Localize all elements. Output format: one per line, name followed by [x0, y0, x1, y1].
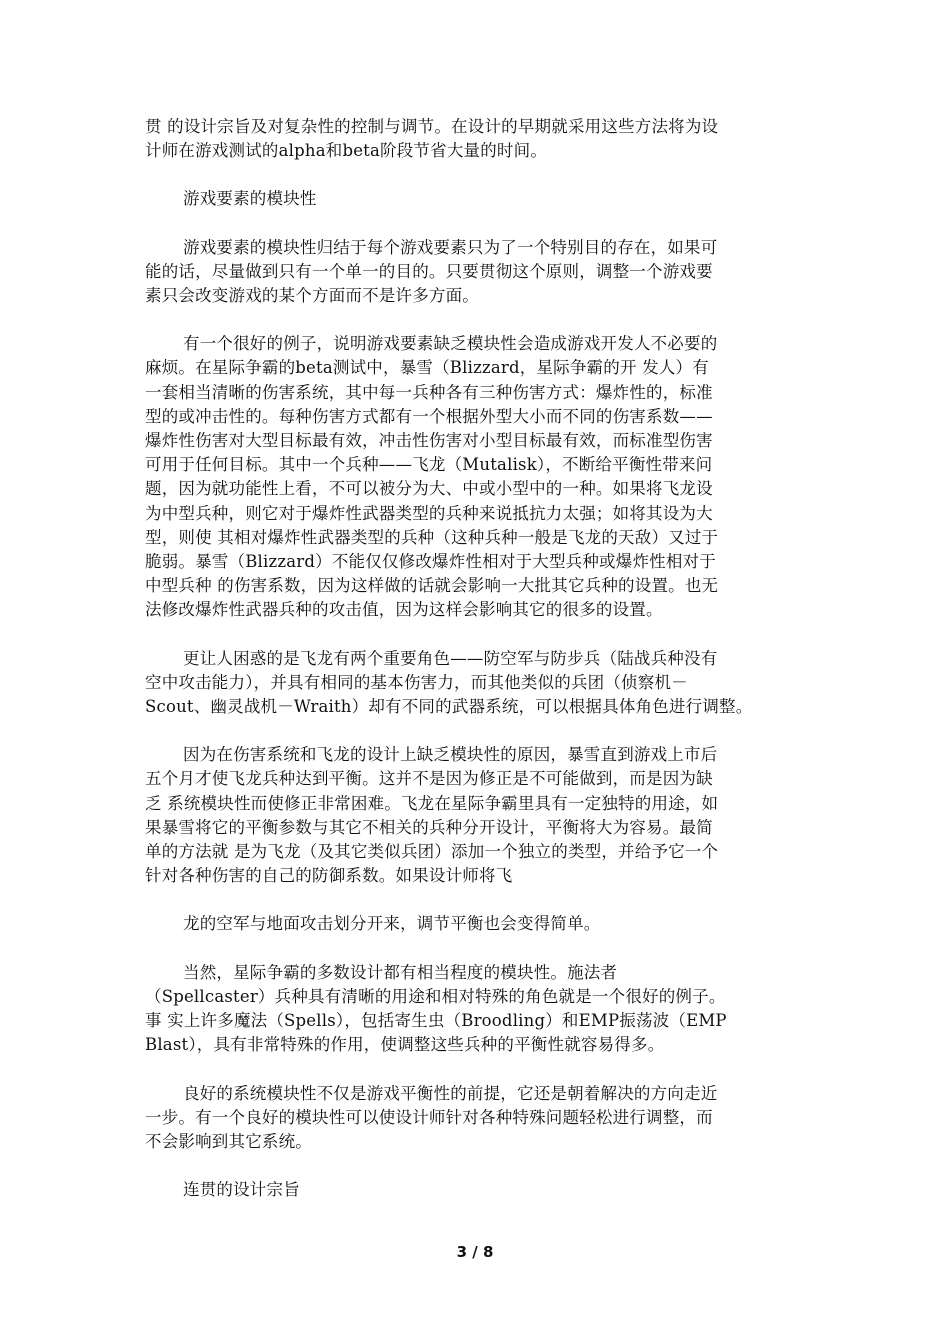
- text-line: 游戏要素的模块性: [183, 189, 317, 209]
- text-line: 不会影响到其它系统。: [145, 1131, 312, 1151]
- paragraph: [145, 1082, 825, 1155]
- paragraph: [145, 912, 825, 936]
- text-line: Blast），具有非常特殊的作用，使调整这些兵种的平衡性就容易得多。: [145, 1035, 665, 1055]
- text-line: 果暴雪将它的平衡参数与其它不相关的兵种分开设计，平衡将大为容易。最简: [145, 817, 713, 837]
- text-line: 题，因为就功能性上看，不可以被分为大、中或小型中的一种。如果将飞龙设: [145, 479, 713, 499]
- text-line: 更让人困惑的是飞龙有两个重要角色——防空军与防步兵（陆战兵种没有: [183, 648, 718, 668]
- paragraph: [145, 332, 825, 622]
- text-line: 五个月才使飞龙兵种达到平衡。这并不是因为修正是不可能做到，而是因为缺: [145, 769, 713, 789]
- text-line: 单的方法就 是为飞龙（及其它类似兵团）添加一个独立的类型，并给予它一个: [145, 842, 719, 862]
- paragraph: [145, 115, 825, 163]
- text-line: 贯 的设计宗旨及对复杂性的控制与调节。在设计的早期就采用这些方法将为设: [145, 117, 719, 136]
- section-heading: [145, 1178, 825, 1202]
- paragraph: [145, 961, 825, 1058]
- text-line: 事 实上许多魔法（Spells），包括寄生虫（Broodling）和EMP振荡波（EMP: [145, 1011, 727, 1031]
- text-line: 针对各种伤害的自己的防御系数。如果设计师将飞: [145, 866, 513, 886]
- text-line: Scout、幽灵战机－Wraith）却有不同的武器系统，可以根据具体角色进行调整。: [145, 697, 753, 717]
- document-body: [145, 115, 825, 1226]
- text-line: 型，则使 其相对爆炸性武器类型的兵种（这种兵种一般是飞龙的天敌）又过于: [145, 527, 719, 547]
- text-line: 脆弱。暴雪（Blizzard）不能仅仅修改爆炸性相对于大型兵种或爆炸性相对于: [145, 552, 716, 572]
- text-line: 法修改爆炸性武器兵种的攻击值，因为这样会影响其它的很多的设置。: [145, 600, 663, 620]
- text-line: 一步。有一个良好的模块性可以使设计师针对各种特殊问题轻松进行调整，而: [145, 1107, 713, 1127]
- text-line: 型的或冲击性的。每种伤害方式都有一个根据外型大小而不同的伤害系数——: [145, 406, 713, 426]
- text-line: 因为在伤害系统和飞龙的设计上缺乏模块性的原因，暴雪直到游戏上市后: [183, 745, 718, 765]
- text-line: 计师在游戏测试的alpha和beta阶段节省大量的时间。: [145, 141, 548, 161]
- section-heading: [145, 187, 825, 211]
- text-line: （Spellcaster）兵种具有清晰的用途和相对特殊的角色就是一个很好的例子。: [145, 986, 726, 1006]
- page-number: 3 / 8: [456, 1243, 494, 1261]
- text-line: 素只会改变游戏的某个方面而不是许多方面。: [145, 286, 479, 306]
- paragraph: [145, 647, 825, 720]
- text-line: 可用于任何目标。其中一个兵种——飞龙（Mutalisk），不断给平衡性带来问: [145, 455, 713, 475]
- text-line: 游戏要素的模块性归结于每个游戏要素只为了一个特别目的存在，如果可: [183, 237, 718, 257]
- text-line: 一套相当清晰的伤害系统，其中每一兵种各有三种伤害方式：爆炸性的，标准: [145, 382, 713, 402]
- text-line: 连贯的设计宗旨: [183, 1180, 300, 1200]
- paragraph: [145, 743, 825, 888]
- text-line: 麻烦。在星际争霸的beta测试中，暴雪（Blizzard，星际争霸的开 发人）有: [145, 358, 709, 378]
- text-line: 乏 系统模块性而使修正非常困难。飞龙在星际争霸里具有一定独特的用途，如: [145, 793, 719, 813]
- text-line: 能的话，尽量做到只有一个单一的目的。只要贯彻这个原则，调整一个游戏要: [145, 261, 713, 281]
- text-line: 有一个很好的例子，说明游戏要素缺乏模块性会造成游戏开发人不必要的: [183, 334, 718, 354]
- text-line: 当然，星际争霸的多数设计都有相当程度的模块性。施法者: [183, 962, 618, 982]
- text-line: 中型兵种 的伤害系数，因为这样做的话就会影响一大批其它兵种的设置。也无: [145, 576, 719, 596]
- text-line: 空中攻击能力），并具有相同的基本伤害力，而其他类似的兵团（侦察机－: [145, 672, 688, 692]
- text-line: 龙的空军与地面攻击划分开来，调节平衡也会变得简单。: [183, 914, 601, 934]
- paragraph: [145, 236, 825, 309]
- text-line: 为中型兵种，则它对于爆炸性武器类型的兵种来说抵抗力太强；如将其设为大: [145, 503, 713, 523]
- text-line: 良好的系统模块性不仅是游戏平衡性的前提，它还是朝着解决的方向走近: [183, 1083, 718, 1103]
- text-line: 爆炸性伤害对大型目标最有效，冲击性伤害对小型目标最有效，而标准型伤害: [145, 431, 713, 451]
